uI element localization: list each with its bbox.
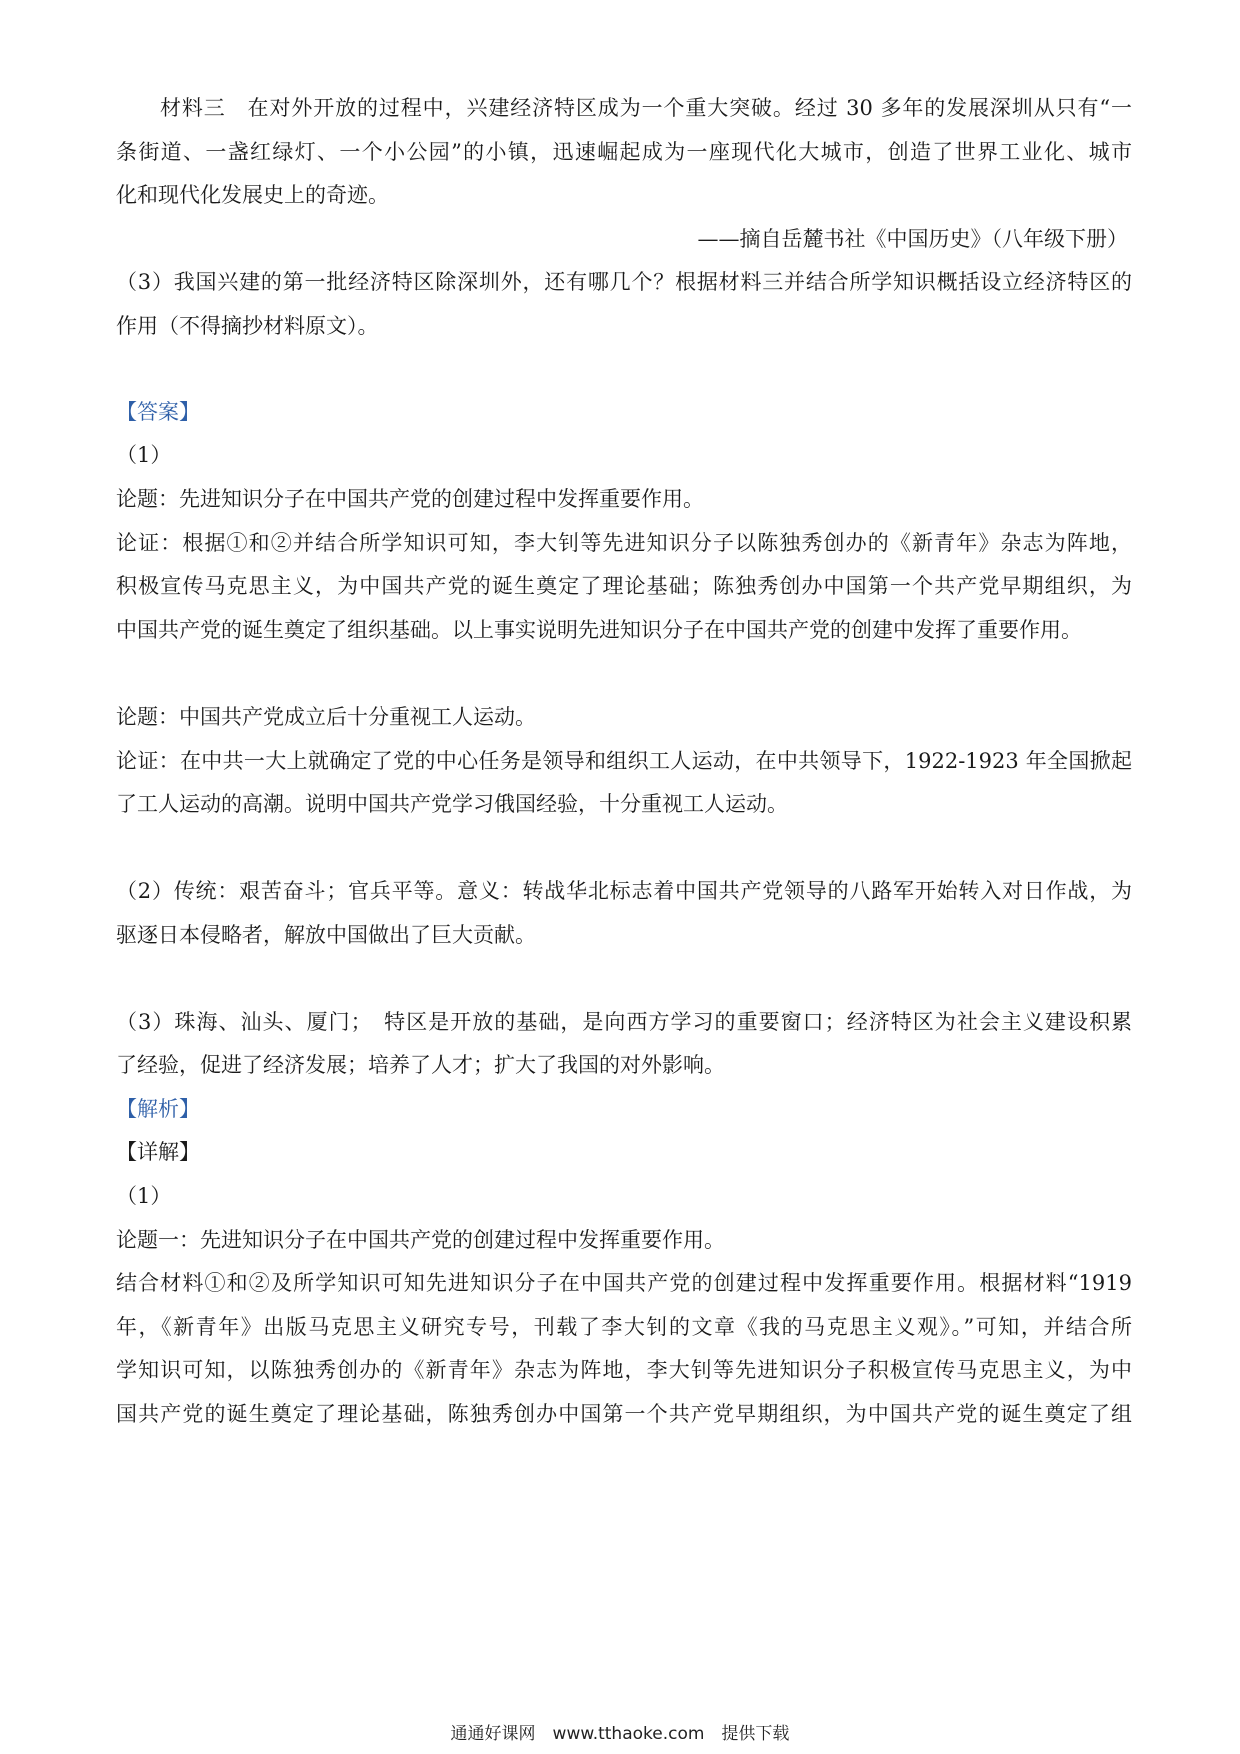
answer-argument2-line: 了工人运动的高潮。说明中国共产党学习俄国经验，十分重视工人运动。: [116, 792, 788, 816]
answer-part2-line: （2）传统：艰苦奋斗；官兵平等。意义：转战华北标志着中国共产党领导的八路军开始转入对日作战，为: [116, 879, 1132, 903]
answer-argument1-line: 论证：根据①和②并结合所学知识可知，李大钊等先进知识分子以陈独秀创办的《新青年》杂志为阵地，: [116, 531, 1132, 555]
answer-part1-label: （1）: [116, 443, 172, 467]
material3-line: 化和现代化发展史上的奇迹。: [116, 183, 389, 207]
answer-topic1: 论题：先进知识分子在中国共产党的创建过程中发挥重要作用。: [116, 487, 704, 511]
answer-argument2-line: 论证：在中共一大上就确定了党的中心任务是领导和组织工人运动，在中共领导下，1922-1923 年全国掀起: [116, 749, 1132, 773]
answer-part3-line: （3）珠海、汕头、厦门； 特区是开放的基础，是向西方学习的重要窗口；经济特区为社会主义建设积累: [116, 1010, 1132, 1034]
analysis-line: 国共产党的诞生奠定了理论基础，陈独秀创办中国第一个共产党早期组织，为中国共产党的诞生奠定了组: [116, 1402, 1132, 1426]
analysis-part1-label: （1）: [116, 1184, 172, 1208]
answer-part3-line: 了经验，促进了经济发展；培养了人才；扩大了我国的对外影响。: [116, 1053, 725, 1077]
analysis-line: 结合材料①和②及所学知识可知先进知识分子在中国共产党的创建过程中发挥重要作用。根据材料“1919: [116, 1271, 1132, 1295]
analysis-topic1: 论题一：先进知识分子在中国共产党的创建过程中发挥重要作用。: [116, 1228, 725, 1252]
answer-tag: 【答案】: [116, 400, 200, 424]
question3-line: （3）我国兴建的第一批经济特区除深圳外，还有哪几个？根据材料三并结合所学知识概括设立经济特区的: [116, 270, 1132, 294]
detail-tag: 【详解】: [116, 1140, 200, 1164]
material3-source: ——摘自岳麓书社《中国历史》（八年级下册）: [697, 227, 1128, 251]
material3-line: 材料三 在对外开放的过程中，兴建经济特区成为一个重大突破。经过 30 多年的发展深圳从只有“一: [160, 96, 1132, 120]
answer-topic2: 论题：中国共产党成立后十分重视工人运动。: [116, 705, 536, 729]
answer-argument1-line: 积极宣传马克思主义，为中国共产党的诞生奠定了理论基础；陈独秀创办中国第一个共产党早期组织，为: [116, 574, 1132, 598]
analysis-tag: 【解析】: [116, 1097, 200, 1121]
analysis-line: 学知识可知，以陈独秀创办的《新青年》杂志为阵地，李大钊等先进知识分子积极宣传马克思主义，为中: [116, 1358, 1132, 1382]
footer-download-note: 通通好课网 www.tthaoke.com 提供下载: [450, 1724, 790, 1744]
answer-argument1-line: 中国共产党的诞生奠定了组织基础。以上事实说明先进知识分子在中国共产党的创建中发挥了重要作用。: [116, 618, 1082, 642]
material3-line: 条街道、一盏红绿灯、一个小公园”的小镇，迅速崛起成为一座现代化大城市，创造了世界工业化、城市: [116, 140, 1132, 164]
analysis-line: 年，《新青年》出版马克思主义研究专号，刊载了李大钊的文章《我的马克思主义观》。”可知，并结合所: [116, 1315, 1132, 1339]
answer-part2-line: 驱逐日本侵略者，解放中国做出了巨大贡献。: [116, 923, 536, 947]
question3-line: 作用（不得摘抄材料原文）。: [116, 314, 379, 338]
